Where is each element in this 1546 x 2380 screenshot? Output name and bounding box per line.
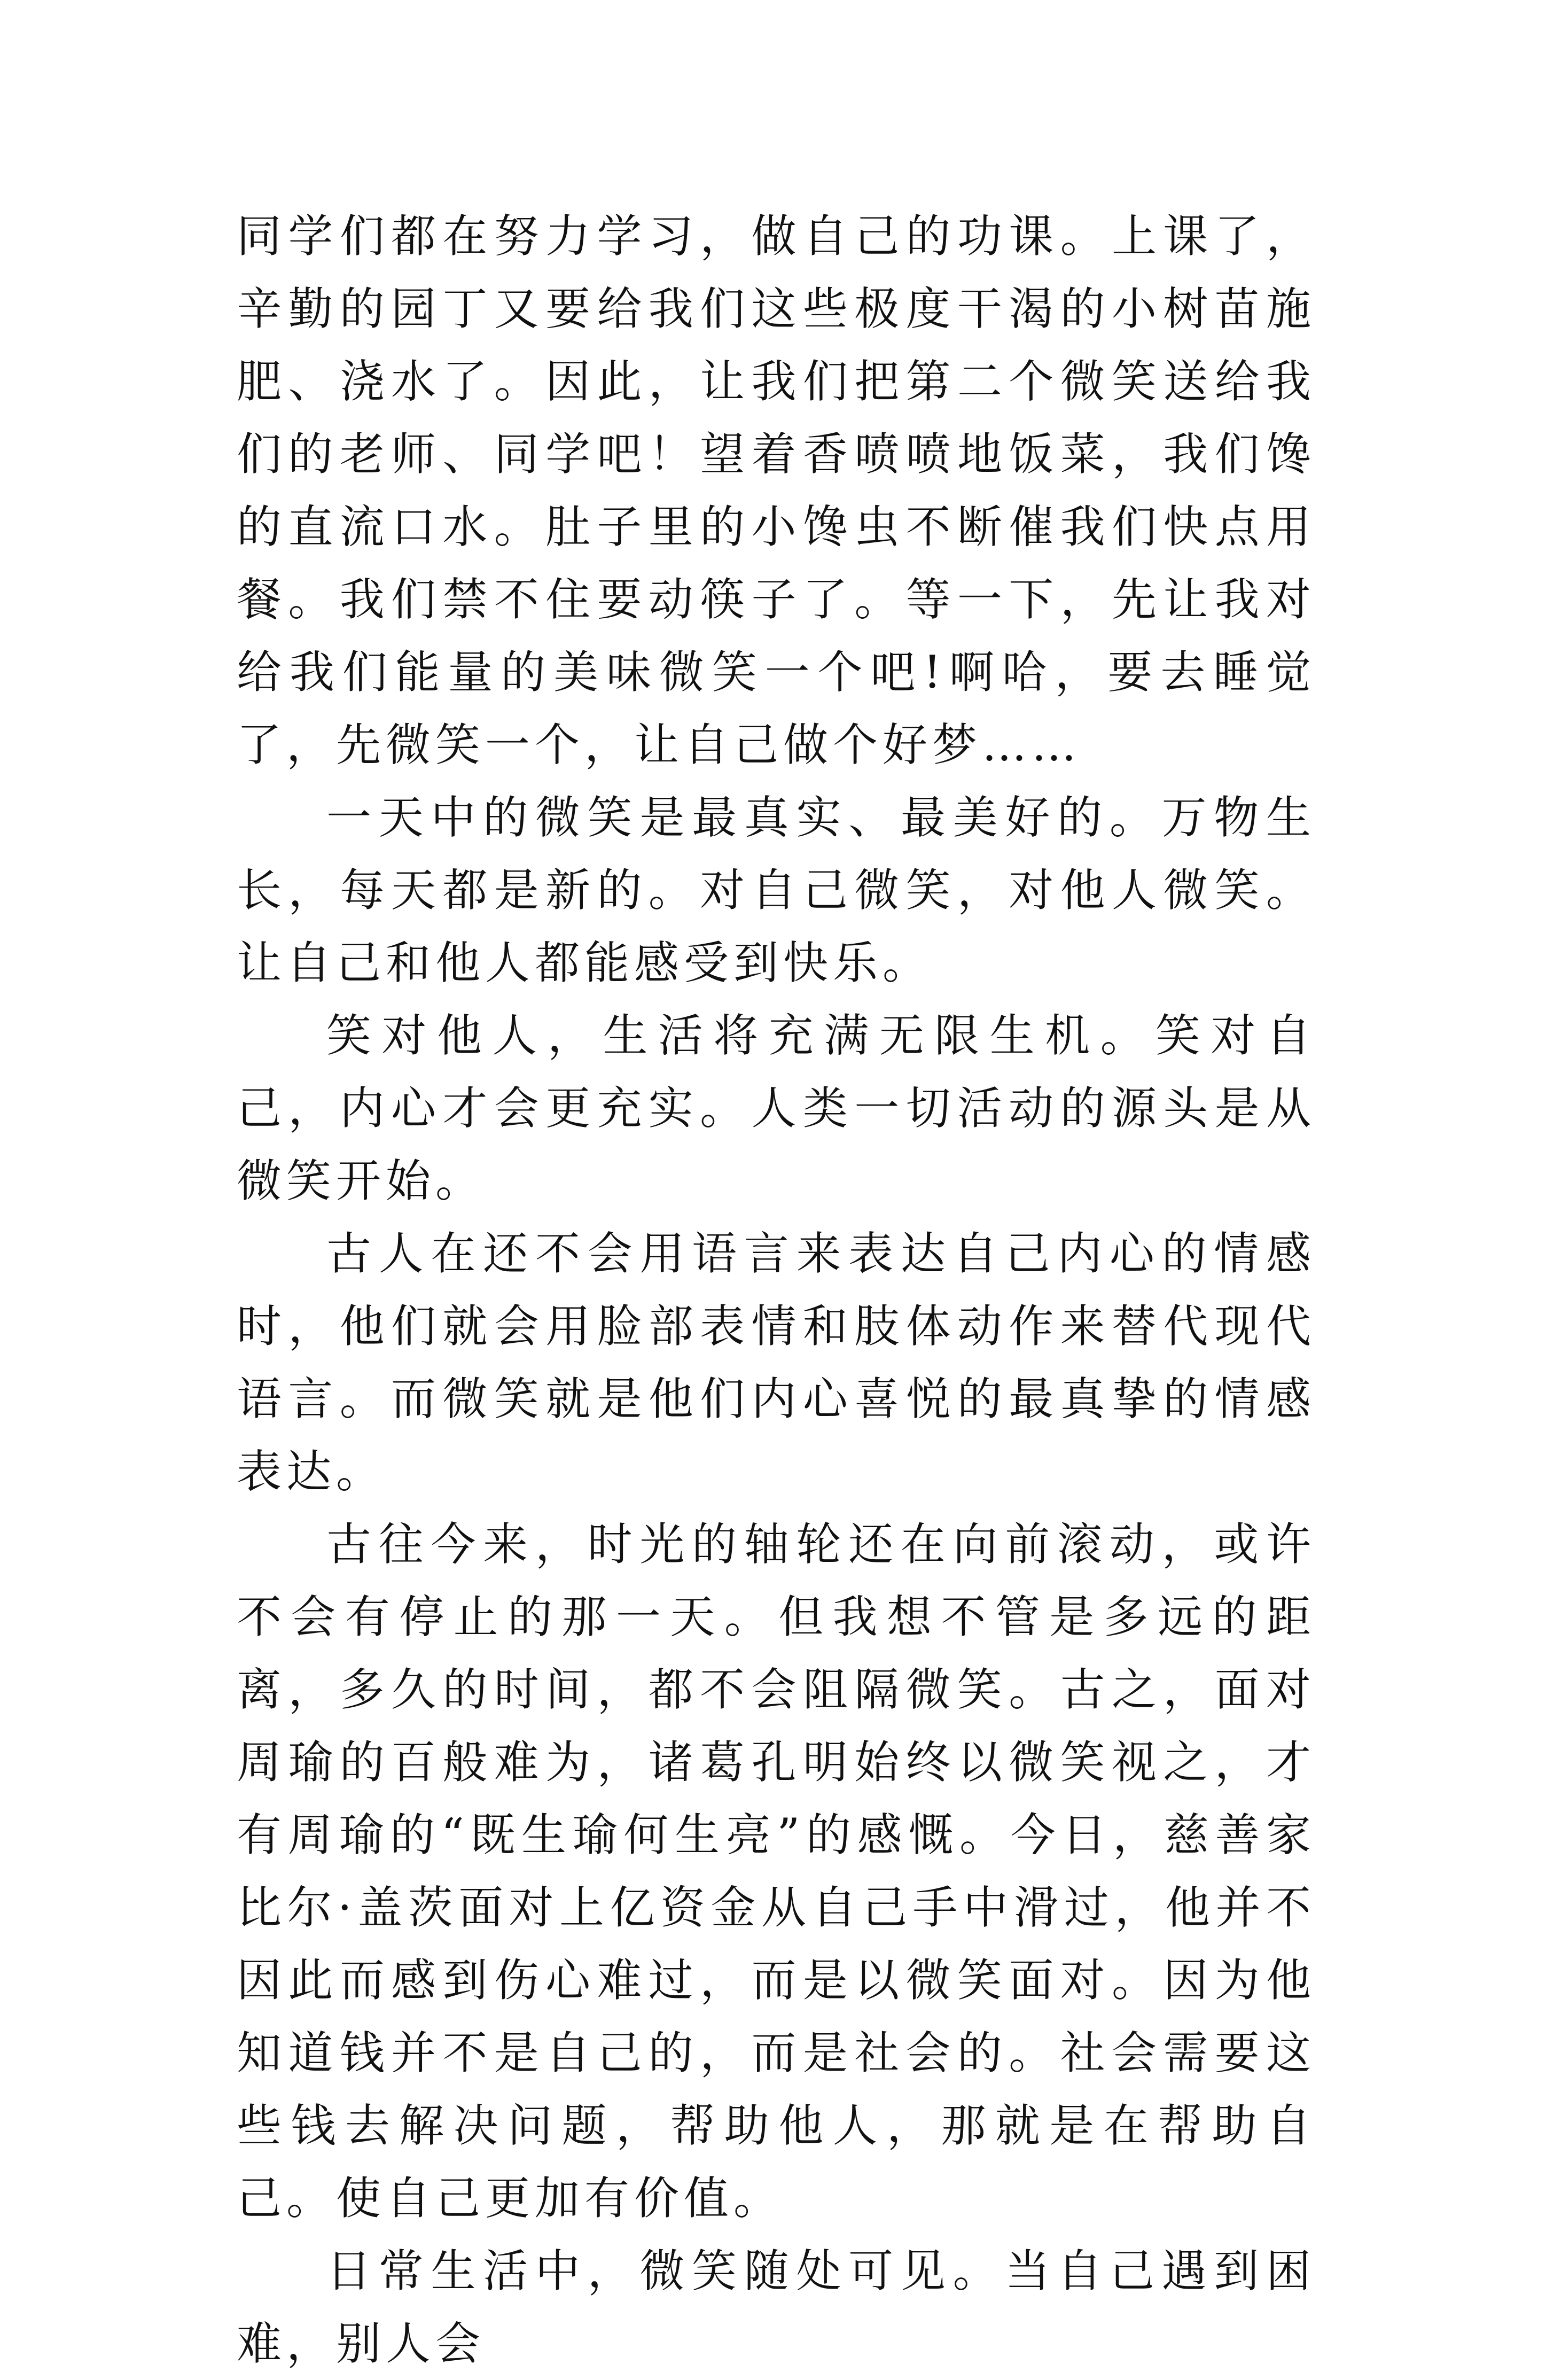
article-body [237, 200, 1316, 2380]
paragraph: 一天中的微笑是最真实、最美好的。万物生长，每天都是新的。对自己微笑，对他人微笑。让自己和他人都能感受到快乐。 [237, 791, 1316, 989]
paragraph-continued: 同学们都在努力学习，做自己的功课。上课了，辛勤的园丁又要给我们这些极度干渴的小树苗施肥、浇水了。因此，让我们把第二个微笑送给我们的老师、同学吧！望着香喷喷地饭菜，我们馋的直流口水。肚子里的小馋虫不断催我们快点用餐。我们禁不住要动筷子了。等一下，先让我对给我们能量的美味微笑一个吧!啊哈，要去睡觉了，先微笑一个，让自己做个好梦…… [237, 210, 1316, 771]
paragraph: 日常生活中，微笑随处可见。当自己遇到困难，别人会 [237, 2245, 1316, 2370]
paragraph: 古往今来，时光的轴轮还在向前滚动，或许不会有停止的那一天。但我想不管是多远的距离，多久的时间，都不会阻隔微笑。古之，面对周瑜的百般难为，诸葛孔明始终以微笑视之，才有周瑜的“既生瑜何生亮”的感慨。今日，慈善家比尔·盖茨面对上亿资金从自己手中滑过，他并不因此而感到伤心难过，而是以微笑面对。因为他知道钱并不是自己的，而是社会的。社会需要这些钱去解决问题，帮助他人，那就是在帮助自己。使自己更加有价值。 [237, 1518, 1316, 2225]
paragraph: 笑对他人，生活将充满无限生机。笑对自己，内心才会更充实。人类一切活动的源头是从微笑开始。 [237, 1009, 1316, 1207]
paragraph: 古人在还不会用语言来表达自己内心的情感时，他们就会用脸部表情和肢体动作来替代现代语言。而微笑就是他们内心喜悦的最真挚的情感表达。 [237, 1227, 1316, 1498]
